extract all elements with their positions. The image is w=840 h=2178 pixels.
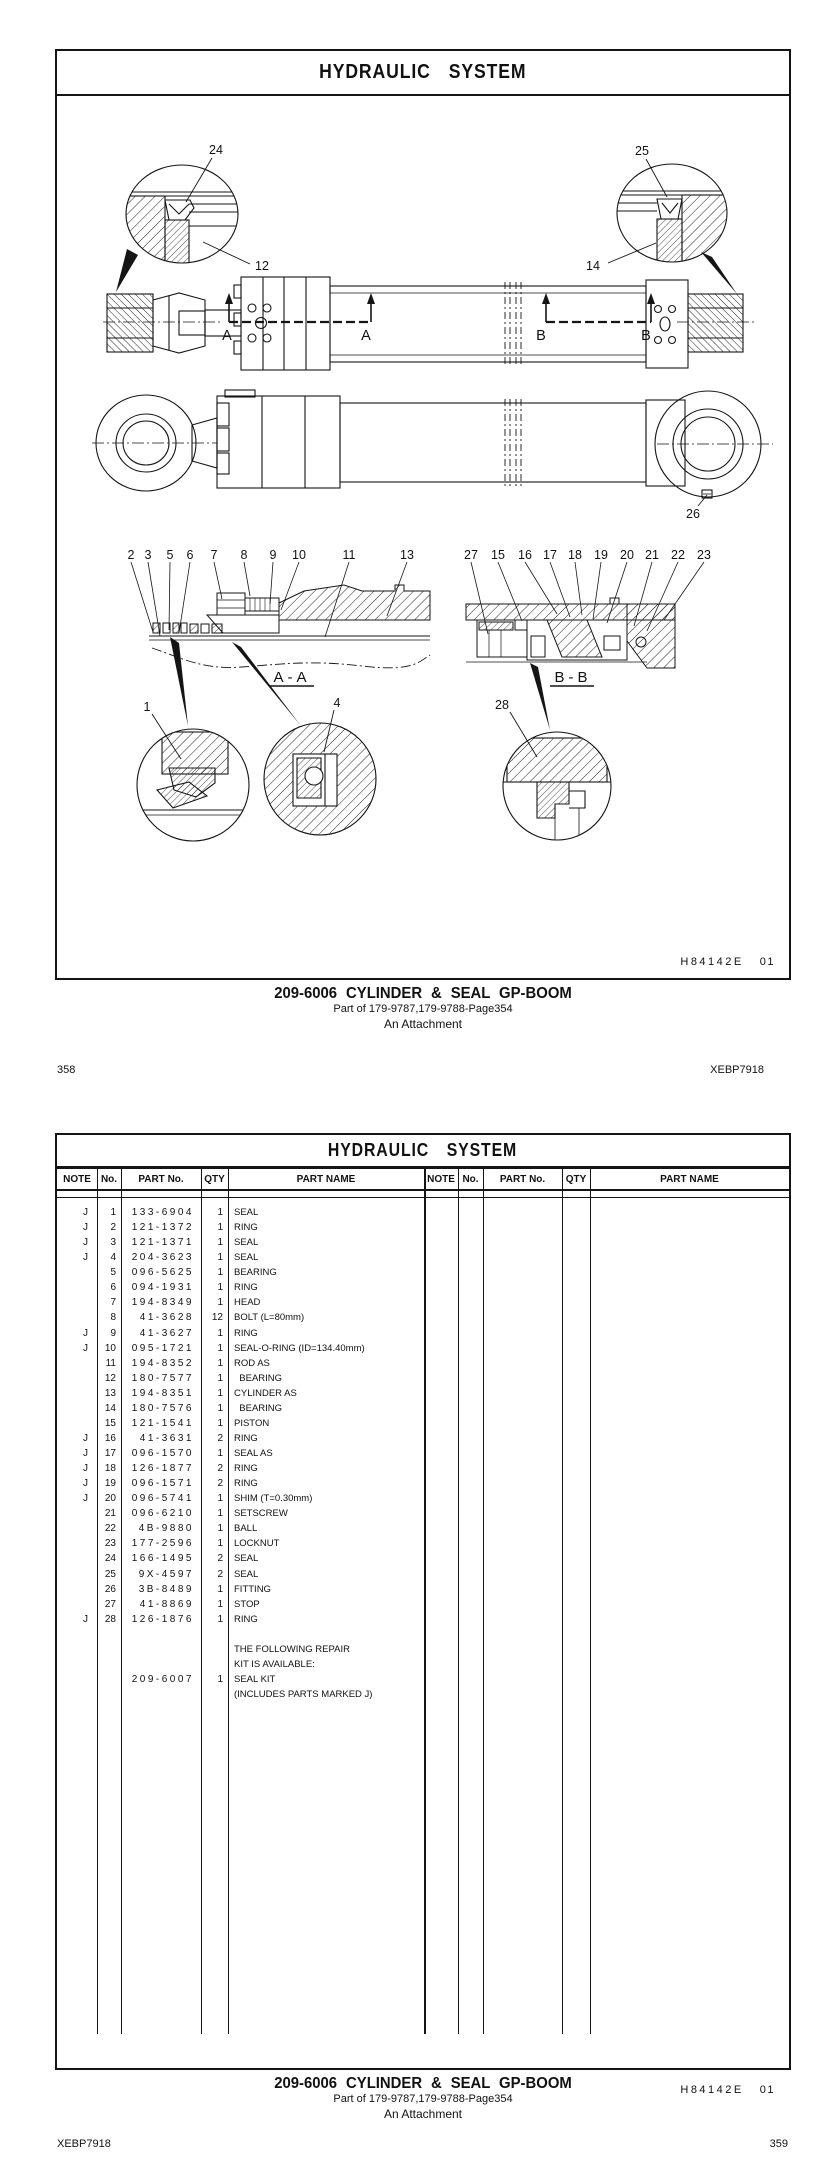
aa-callout: 2: [127, 548, 135, 562]
page2-caption: [55, 2074, 791, 2122]
aa-callout: 10: [292, 548, 306, 562]
table-row: [57, 1582, 789, 1597]
table-row: [57, 1250, 789, 1265]
callout-14: 14: [586, 259, 600, 273]
figure-ref-code: H84142E: [680, 956, 744, 968]
detail-circle-28: [503, 712, 611, 840]
col-no: No.: [100, 1174, 118, 1185]
table-row: [57, 1612, 789, 1627]
bb-callout: 22: [671, 548, 685, 562]
table-row: [57, 1551, 789, 1566]
caption-note: An Attachment: [383, 1017, 463, 1032]
cell-no: 20: [104, 1493, 116, 1505]
cell-part-name: BALL: [234, 1523, 258, 1535]
table-row: [57, 1280, 789, 1295]
aa-callout: 6: [186, 548, 194, 562]
table-row: [57, 1310, 789, 1325]
cell-qty: 1: [217, 1372, 223, 1384]
callout-25: 25: [635, 144, 649, 158]
cell-part-name: SEAL: [234, 1568, 259, 1580]
cell-qty: 2: [217, 1568, 223, 1580]
cell-no: 7: [110, 1297, 116, 1309]
cell-part-name: RING: [234, 1478, 258, 1490]
cell-part-name: RING: [234, 1432, 258, 1444]
cell-qty: 1: [217, 1207, 223, 1218]
cell-no: 17: [104, 1448, 116, 1459]
table-row: [57, 1642, 789, 1657]
cell-note: J: [83, 1237, 88, 1249]
cell-part-no: 095-1721: [131, 1342, 194, 1354]
cell-part-name: KIT IS AVAILABLE:: [234, 1659, 315, 1671]
cell-note: J: [83, 1222, 88, 1234]
cell-no: 25: [104, 1568, 116, 1580]
cell-qty: 1: [217, 1297, 223, 1309]
cell-qty: 1: [217, 1267, 223, 1279]
caption-note-2: An Attachment: [383, 2107, 463, 2122]
table-row: [57, 1536, 789, 1551]
section-label-aa: A-A: [273, 669, 311, 686]
aa-callout: 9: [269, 548, 277, 562]
cell-part-no: 121-1372: [131, 1222, 194, 1234]
bb-callout: 17: [543, 548, 557, 562]
cell-note: J: [83, 1478, 88, 1490]
bb-callout: 15: [491, 548, 505, 562]
cell-part-no: 204-3623: [131, 1252, 194, 1264]
cell-part-no: 094-1931: [131, 1282, 194, 1294]
cell-part-no: 41-3627: [139, 1327, 194, 1339]
cell-part-no: 41-3628: [139, 1312, 194, 1324]
cell-no: 19: [104, 1478, 116, 1490]
cell-part-name: FITTING: [234, 1583, 271, 1595]
cell-note: J: [83, 1493, 88, 1505]
cell-part-no: 9X-4597: [138, 1568, 194, 1580]
aa-callout: 13: [400, 548, 414, 562]
cell-part-name: PISTON: [234, 1417, 270, 1429]
cell-qty: 1: [217, 1387, 223, 1399]
detail-circle-4: [264, 710, 376, 835]
cell-qty: 12: [211, 1312, 223, 1324]
cell-qty: 1: [217, 1327, 223, 1339]
cell-part-name: SEAL: [234, 1237, 259, 1249]
table-row: [57, 1416, 789, 1431]
cell-qty: 1: [217, 1402, 223, 1414]
cell-no: 5: [110, 1267, 116, 1279]
cell-note: J: [83, 1432, 88, 1444]
page2-title-bar: [57, 1135, 789, 1169]
section-aa: [131, 562, 430, 726]
cut-label-a1: A: [222, 328, 232, 344]
cell-qty: 2: [217, 1553, 223, 1565]
table-row: [57, 1521, 789, 1536]
aa-callout: 8: [240, 548, 248, 562]
table-row: [57, 1506, 789, 1521]
detail-circle-1: [137, 714, 249, 841]
page1-title: HYDRAULIC SYSTEM: [319, 61, 527, 83]
cell-part-no: 4B-9880: [138, 1523, 194, 1535]
table-row: [57, 1205, 789, 1220]
cell-no: 14: [104, 1402, 116, 1414]
table-row: [57, 1401, 789, 1416]
cell-part-name: BEARING: [234, 1372, 283, 1384]
page1-caption: [55, 984, 791, 1032]
table-row: [57, 1446, 789, 1461]
cell-part-name: BEARING: [234, 1402, 283, 1414]
cell-part-name: SETSCREW: [234, 1508, 288, 1520]
cell-part-name: SEAL AS: [234, 1448, 273, 1459]
cell-part-name: (INCLUDES PARTS MARKED J): [234, 1689, 373, 1701]
cell-no: 9: [110, 1327, 116, 1339]
cell-qty: 1: [217, 1357, 223, 1369]
detail-circle-25: [608, 159, 737, 294]
col-part-name-2: PART NAME: [660, 1174, 719, 1185]
cell-part-no: 121-1371: [131, 1237, 194, 1249]
section-label-bb: B-B: [554, 669, 592, 686]
table-rule: [57, 1197, 789, 1198]
bb-callout: 23: [697, 548, 711, 562]
bb-callout: 18: [568, 548, 582, 562]
cell-qty: 2: [217, 1463, 223, 1475]
cell-qty: 1: [217, 1282, 223, 1294]
caption-title-2: 209-6006 CYLINDER & SEAL GP-BOOM: [274, 2075, 572, 2092]
cell-no: 8: [110, 1312, 116, 1324]
table-row: [57, 1220, 789, 1235]
cell-part-name: SEAL: [234, 1553, 259, 1565]
cell-part-name: HEAD: [234, 1297, 261, 1309]
table-row: [57, 1235, 789, 1250]
cell-qty: 1: [217, 1613, 223, 1625]
col-note-2: NOTE: [427, 1174, 455, 1185]
cell-no: 22: [104, 1523, 116, 1535]
cell-part-name: BOLT (L=80mm): [234, 1312, 305, 1324]
cell-part-no: 41-3631: [139, 1432, 194, 1444]
cell-no: 16: [104, 1432, 116, 1444]
cell-part-name: RING: [234, 1327, 258, 1339]
col-qty-2: QTY: [565, 1174, 587, 1185]
cell-no: 2: [110, 1222, 116, 1234]
cell-part-no: 166-1495: [131, 1553, 194, 1565]
cell-part-no: 096-1570: [131, 1448, 194, 1459]
caption-part-of-2: Part of 179-9787,179-9788-Page354: [333, 2093, 513, 2106]
parts-rows: [57, 1199, 789, 1627]
cell-no: 6: [110, 1282, 116, 1294]
table-row: [57, 1295, 789, 1310]
cell-part-name: SEAL KIT: [234, 1674, 276, 1686]
cut-label-a2: A: [361, 328, 371, 344]
cell-part-no: 121-1541: [131, 1417, 194, 1429]
cell-part-name: RING: [234, 1463, 258, 1475]
cell-note: J: [83, 1463, 88, 1475]
cell-qty: 1: [217, 1237, 223, 1249]
cell-qty: 1: [217, 1342, 223, 1354]
cut-label-b1: B: [536, 328, 546, 344]
aa-callout: 5: [166, 548, 174, 562]
table-row: [57, 1431, 789, 1446]
cell-qty: 1: [217, 1222, 223, 1234]
table-row: [57, 1341, 789, 1356]
aa-callout: 11: [342, 548, 356, 562]
table-row: [57, 1567, 789, 1582]
cell-part-name: RING: [234, 1222, 258, 1234]
caption-part-of: Part of 179-9787,179-9788-Page354: [333, 1003, 513, 1016]
cell-qty: 1: [217, 1598, 223, 1610]
page2-title: HYDRAULIC SYSTEM: [328, 1140, 518, 1160]
col-qty: QTY: [204, 1174, 225, 1185]
callout-1: 1: [143, 700, 151, 714]
cell-qty: 1: [217, 1583, 223, 1595]
table-row: [57, 1672, 789, 1687]
cell-no: 26: [104, 1583, 116, 1595]
cell-note: J: [83, 1252, 88, 1264]
cell-part-name: SEAL: [234, 1252, 259, 1264]
cell-no: 13: [104, 1387, 116, 1399]
table-row: [57, 1657, 789, 1672]
cell-no: 3: [110, 1237, 116, 1249]
cut-line-bb: [542, 293, 655, 322]
col-no-2: No.: [462, 1174, 479, 1185]
cell-no: 12: [104, 1372, 116, 1384]
cell-qty: 2: [217, 1432, 223, 1444]
cell-part-name: SHIM (T=0.30mm): [234, 1493, 313, 1505]
callout-28: 28: [495, 698, 509, 712]
figure-ref-rev-2: 01: [759, 2084, 775, 2096]
page2-number: 359: [769, 2138, 788, 2150]
cell-no: 18: [104, 1463, 116, 1475]
cell-no: 23: [104, 1538, 116, 1550]
cell-part-no: 194-8349: [131, 1297, 194, 1309]
cut-label-b2: B: [641, 328, 651, 344]
cell-part-name: THE FOLLOWING REPAIR: [234, 1644, 350, 1655]
col-note: NOTE: [63, 1174, 91, 1185]
cell-part-name: ROD AS: [234, 1357, 270, 1369]
cell-part-no: 41-8869: [139, 1598, 194, 1610]
cell-note: J: [83, 1342, 88, 1354]
cylinder-figure: [57, 96, 789, 978]
cell-no: 4: [110, 1252, 116, 1264]
detail-circle-24: [116, 158, 250, 292]
table-header: [57, 1169, 789, 1191]
cell-part-no: 194-8352: [131, 1357, 194, 1369]
cell-part-name: LOCKNUT: [234, 1538, 280, 1550]
cell-qty: 1: [217, 1674, 223, 1686]
cell-part-no: 096-5625: [131, 1267, 194, 1279]
cell-part-no: 096-6210: [131, 1508, 194, 1520]
cell-qty: 1: [217, 1252, 223, 1264]
cell-part-no: 096-5741: [131, 1493, 194, 1505]
table-row: [57, 1461, 789, 1476]
cell-part-name: RING: [234, 1282, 258, 1294]
cell-part-no: 133-6904: [131, 1207, 194, 1218]
page1-title-bar: [57, 51, 789, 96]
cell-no: 21: [104, 1508, 116, 1520]
table-row: [57, 1371, 789, 1386]
cell-part-no: 3B-8489: [138, 1583, 194, 1595]
bb-callout: 20: [620, 548, 634, 562]
cell-part-no: 180-7576: [131, 1402, 194, 1414]
callout-24: 24: [209, 143, 223, 157]
table-row: [57, 1265, 789, 1280]
figure-ref-code-2: H84142E: [680, 2084, 744, 2096]
cell-part-no: 180-7577: [131, 1372, 194, 1384]
cell-part-name: RING: [234, 1613, 258, 1625]
cell-no: 15: [104, 1417, 116, 1429]
cell-qty: 2: [217, 1478, 223, 1490]
bb-callout: 21: [645, 548, 659, 562]
cell-no: 28: [104, 1613, 116, 1625]
bb-callout: 16: [518, 548, 532, 562]
cell-qty: 1: [217, 1523, 223, 1535]
cell-part-name: SEAL: [234, 1207, 259, 1218]
bb-callout: 27: [464, 548, 478, 562]
cell-note: J: [83, 1327, 88, 1339]
col-part-name: PART NAME: [296, 1174, 356, 1185]
cell-note: J: [83, 1613, 88, 1625]
cell-qty: 1: [217, 1493, 223, 1505]
aa-callout: 3: [144, 548, 152, 562]
cell-part-name: BEARING: [234, 1267, 277, 1279]
cell-part-no: 194-8351: [131, 1387, 194, 1399]
cell-no: 11: [105, 1357, 116, 1369]
cell-part-name: SEAL-O-RING (ID=134.40mm): [234, 1342, 365, 1354]
table-row: [57, 1326, 789, 1341]
cell-no: 27: [104, 1598, 116, 1610]
cylinder-side-view: [92, 390, 773, 506]
table-row: [57, 1687, 789, 1702]
col-part-no-2: PART No.: [499, 1174, 546, 1185]
table-row: [57, 1356, 789, 1371]
col-part-no: PART No.: [138, 1174, 184, 1185]
cell-qty: 1: [217, 1448, 223, 1459]
aa-callout: 7: [210, 548, 218, 562]
cell-qty: 1: [217, 1417, 223, 1429]
cell-part-no: 209-6007: [131, 1674, 194, 1686]
callout-26: 26: [686, 507, 700, 521]
cell-part-no: 126-1876: [131, 1613, 194, 1625]
cell-no: 1: [110, 1207, 116, 1218]
page1-number: 358: [57, 1064, 76, 1076]
cell-part-no: 126-1877: [131, 1463, 194, 1475]
table-row: [57, 1386, 789, 1401]
table-row: [57, 1491, 789, 1506]
figure-ref: [680, 956, 775, 968]
callout-12: 12: [255, 259, 269, 273]
cell-qty: 1: [217, 1508, 223, 1520]
cell-part-name: CYLINDER AS: [234, 1387, 297, 1399]
page1-doc-code: XEBP7918: [710, 1064, 764, 1076]
page2-doc-code: XEBP7918: [57, 2138, 111, 2150]
bb-callout: 19: [594, 548, 608, 562]
caption-title: 209-6006 CYLINDER & SEAL GP-BOOM: [274, 985, 572, 1002]
figure-ref-rev: 01: [759, 956, 775, 968]
cylinder-top-view: [103, 277, 757, 370]
page1-frame: [55, 49, 791, 980]
cell-part-name: STOP: [234, 1598, 260, 1610]
table-row: [57, 1476, 789, 1491]
callout-4: 4: [333, 696, 341, 710]
cell-part-no: 096-1571: [131, 1478, 194, 1490]
table-row: [57, 1597, 789, 1612]
cell-qty: 1: [217, 1538, 223, 1550]
cell-part-no: 177-2596: [131, 1538, 194, 1550]
cell-note: J: [83, 1448, 88, 1459]
repair-kit-rows: [57, 1636, 789, 1702]
cell-no: 24: [104, 1553, 116, 1565]
cell-no: 10: [104, 1342, 116, 1354]
cell-note: J: [83, 1207, 88, 1218]
